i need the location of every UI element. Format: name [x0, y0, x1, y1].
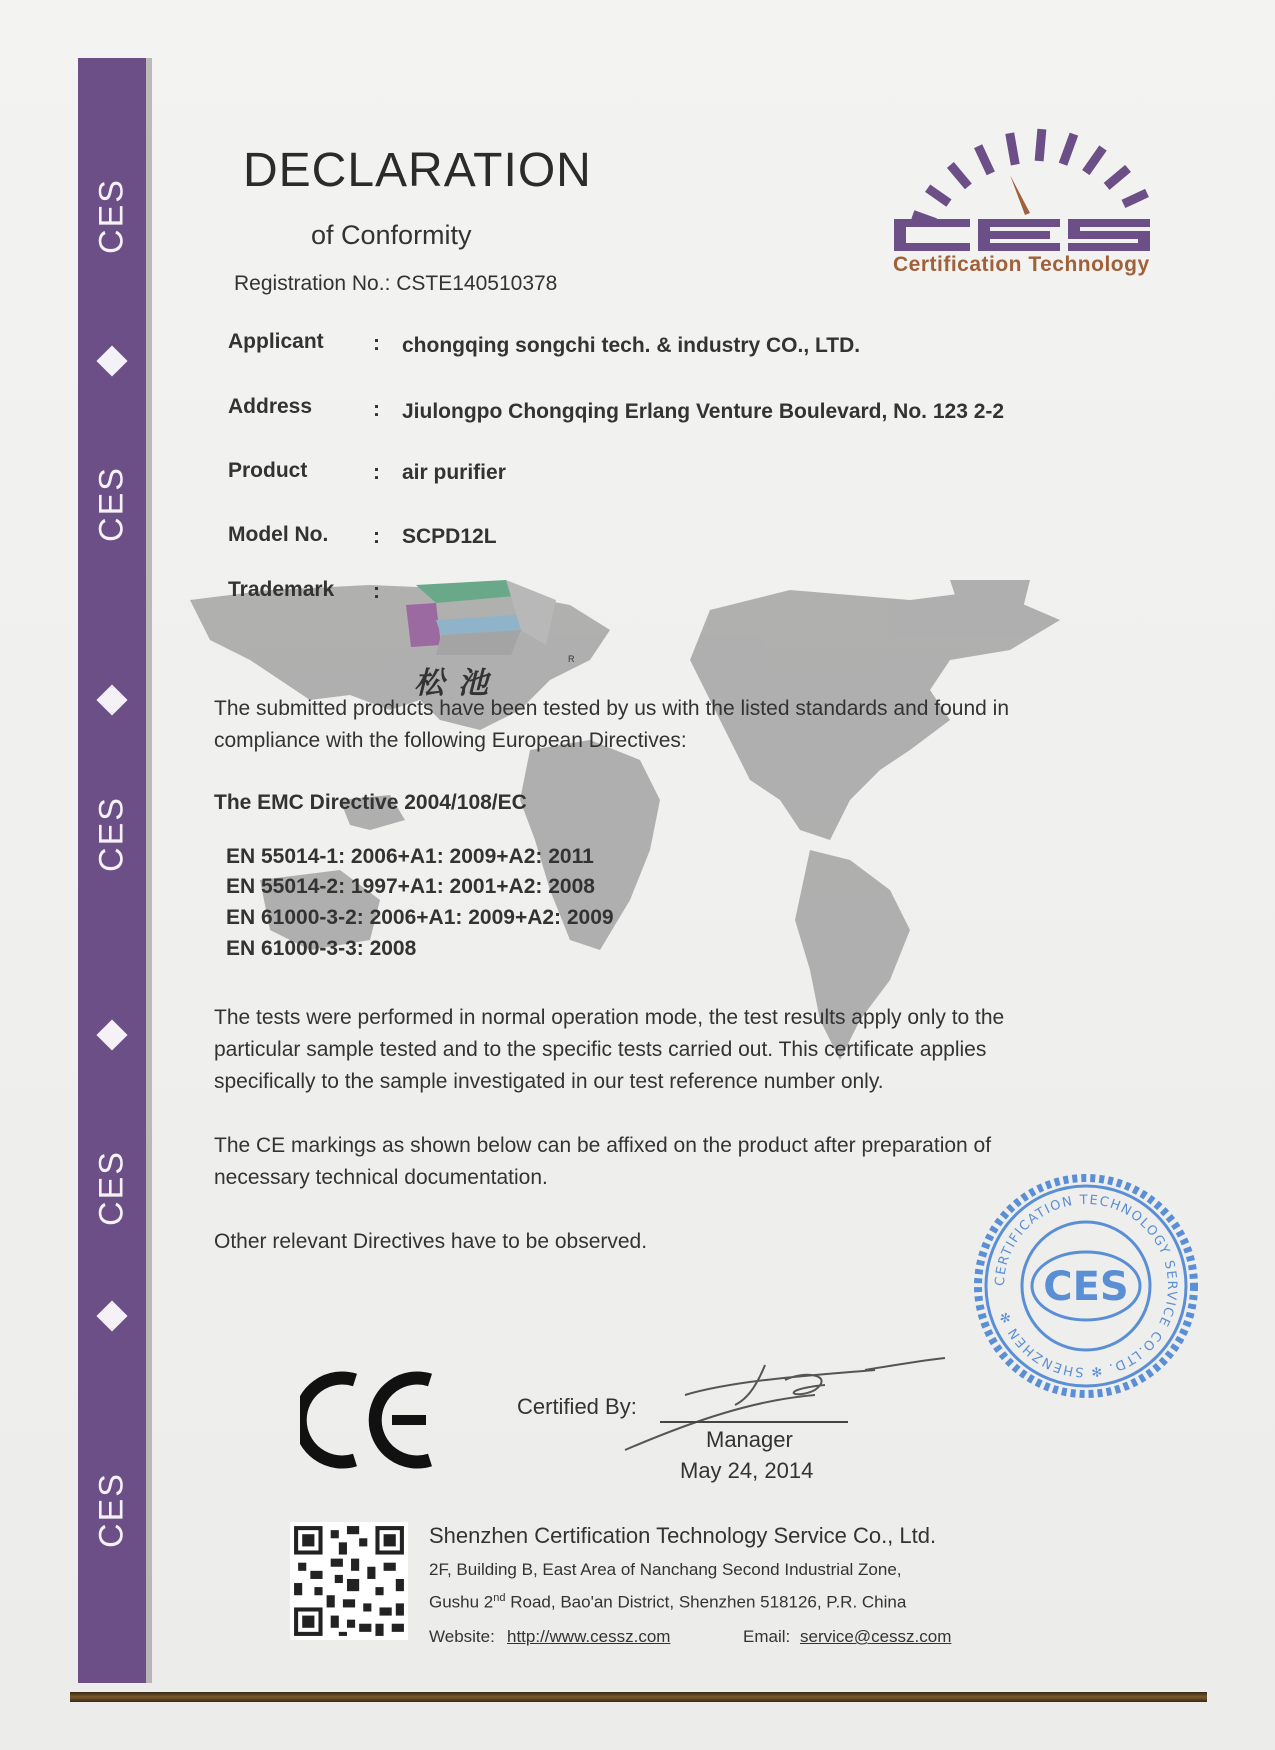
signer-role: Manager	[706, 1427, 793, 1452]
product-value: air purifier	[402, 461, 506, 484]
ce-mark-icon	[300, 1370, 440, 1470]
directive-title: The EMC Directive 2004/108/EC	[214, 791, 527, 814]
bottom-border-bar	[70, 1692, 1207, 1702]
product-label: Product	[228, 459, 308, 482]
standard-item: EN 55014-1: 2006+A1: 2009+A2: 2011	[226, 845, 594, 868]
field-colon: :	[373, 461, 380, 484]
email-link[interactable]: service@cessz.com	[800, 1627, 952, 1646]
ce-paragraph: The CE markings as shown below can be affixed on the product after preparation of necessary technical documentation.	[214, 1134, 992, 1189]
registered-mark: R	[568, 654, 575, 664]
certificate-page: CES CES CES CES CES DECLARATION of Conformity Registration No.: CSTE140510378 Certification Technology Applicant : chongqing songchi tech. & industry CO., LTD. Address : Jiulongpo Chongqing Erlang Venture Boulevard, No. 123 2-2 Product : air purifier Model No. : SCPD12L Trademark : 松池 R The submitted products have been tested by us with the listed standards and found in compliance with the following European Directives: The EMC Directive 2004/108/EC EN 55014-1: 2006+A1: 2009+A2: 2011 EN 55014-2: 1997+A1: 2001+A2: 2008 EN 61000-3-2: 2006+A1: 2009+A2: 2009 EN 61000-3-3: 2008 The tests were performed in normal operation mode, the test results apply only to the particular sample tested and to the specific tests carried out. This certificate applies specifically to the sample investigated in our test reference number only. The CE markings as shown below can be affixed on the product after preparation of necessary technical documentation. Other relevant Directives have to be observed. Certified By: Manager May 24, 2014 CERTIFICATION TECHNOLOGY SERVICE CO.LTD. ✻ SHENZHEN ✻ CES Shenzhen Certification Technology Service Co., Ltd. 2F, Building B, East Area of Nanchang Second Industrial Zone, Gushu 2nd Road, Bao'an District, Shenzhen 518126, P.R. China Website: http://www.cessz.com Email: service@cessz.com	[0, 0, 1275, 1750]
applicant-label: Applicant	[228, 330, 324, 353]
company-name: Shenzhen Certification Technology Service Co., Ltd.	[429, 1523, 937, 1548]
address-value: Jiulongpo Chongqing Erlang Venture Boulevard, No. 123 2-2	[402, 400, 1005, 423]
applicant-value: chongqing songchi tech. & industry CO., LTD.	[402, 334, 861, 357]
website-link[interactable]: http://www.cessz.com	[507, 1627, 671, 1646]
trademark-chinese: 松池	[414, 666, 502, 701]
svg-text:CES: CES	[1043, 1264, 1129, 1310]
field-colon: :	[373, 332, 380, 355]
side-band-shadow	[146, 58, 152, 1683]
document-subtitle: of Conformity	[311, 220, 472, 250]
registration-number: Registration No.: CSTE140510378	[234, 272, 558, 295]
website-label: Website:	[429, 1627, 495, 1646]
signature-line	[660, 1421, 848, 1423]
company-address-line1: 2F, Building B, East Area of Nanchang Second Industrial Zone,	[429, 1560, 902, 1579]
address-label: Address	[228, 395, 313, 418]
field-colon: :	[373, 580, 380, 603]
standard-item: EN 55014-2: 1997+A1: 2001+A2: 2008	[226, 875, 595, 898]
intro-paragraph: The submitted products have been tested by us with the listed standards and found in compliance with the following European Directives:	[214, 697, 1009, 752]
tests-paragraph: The tests were performed in normal operation mode, the test results apply only to the particular sample tested and to the specific tests carried out. This certificate applies specifically to the sample investigated in our test reference number only.	[214, 1006, 1005, 1093]
field-colon: :	[373, 525, 380, 548]
svg-text:CERTIFICATION TECHNOLOGY SERVI: CERTIFICATION TECHNOLOGY SERVICE CO.LTD. ✻ SHENZHEN ✻	[992, 1192, 1180, 1380]
standard-item: EN 61000-3-3: 2008	[226, 937, 417, 960]
model-value: SCPD12L	[402, 525, 497, 548]
field-colon: :	[373, 398, 380, 421]
other-paragraph: Other relevant Directives have to be observed.	[214, 1230, 648, 1253]
email-label: Email:	[743, 1627, 791, 1646]
ces-seal-stamp	[972, 1172, 1200, 1400]
model-label: Model No.	[228, 523, 329, 546]
trademark-label: Trademark	[228, 578, 335, 601]
document-title: DECLARATION	[243, 144, 592, 197]
logo-tagline: Certification Technology	[893, 253, 1150, 276]
standard-item: EN 61000-3-2: 2006+A1: 2009+A2: 2009	[226, 906, 614, 929]
issue-date: May 24, 2014	[680, 1458, 814, 1483]
company-address-line2: Gushu 2nd Road, Bao'an District, Shenzhen 518126, P.R. China	[429, 1592, 907, 1612]
qr-code	[290, 1522, 408, 1640]
certified-by-label: Certified By:	[517, 1394, 637, 1419]
